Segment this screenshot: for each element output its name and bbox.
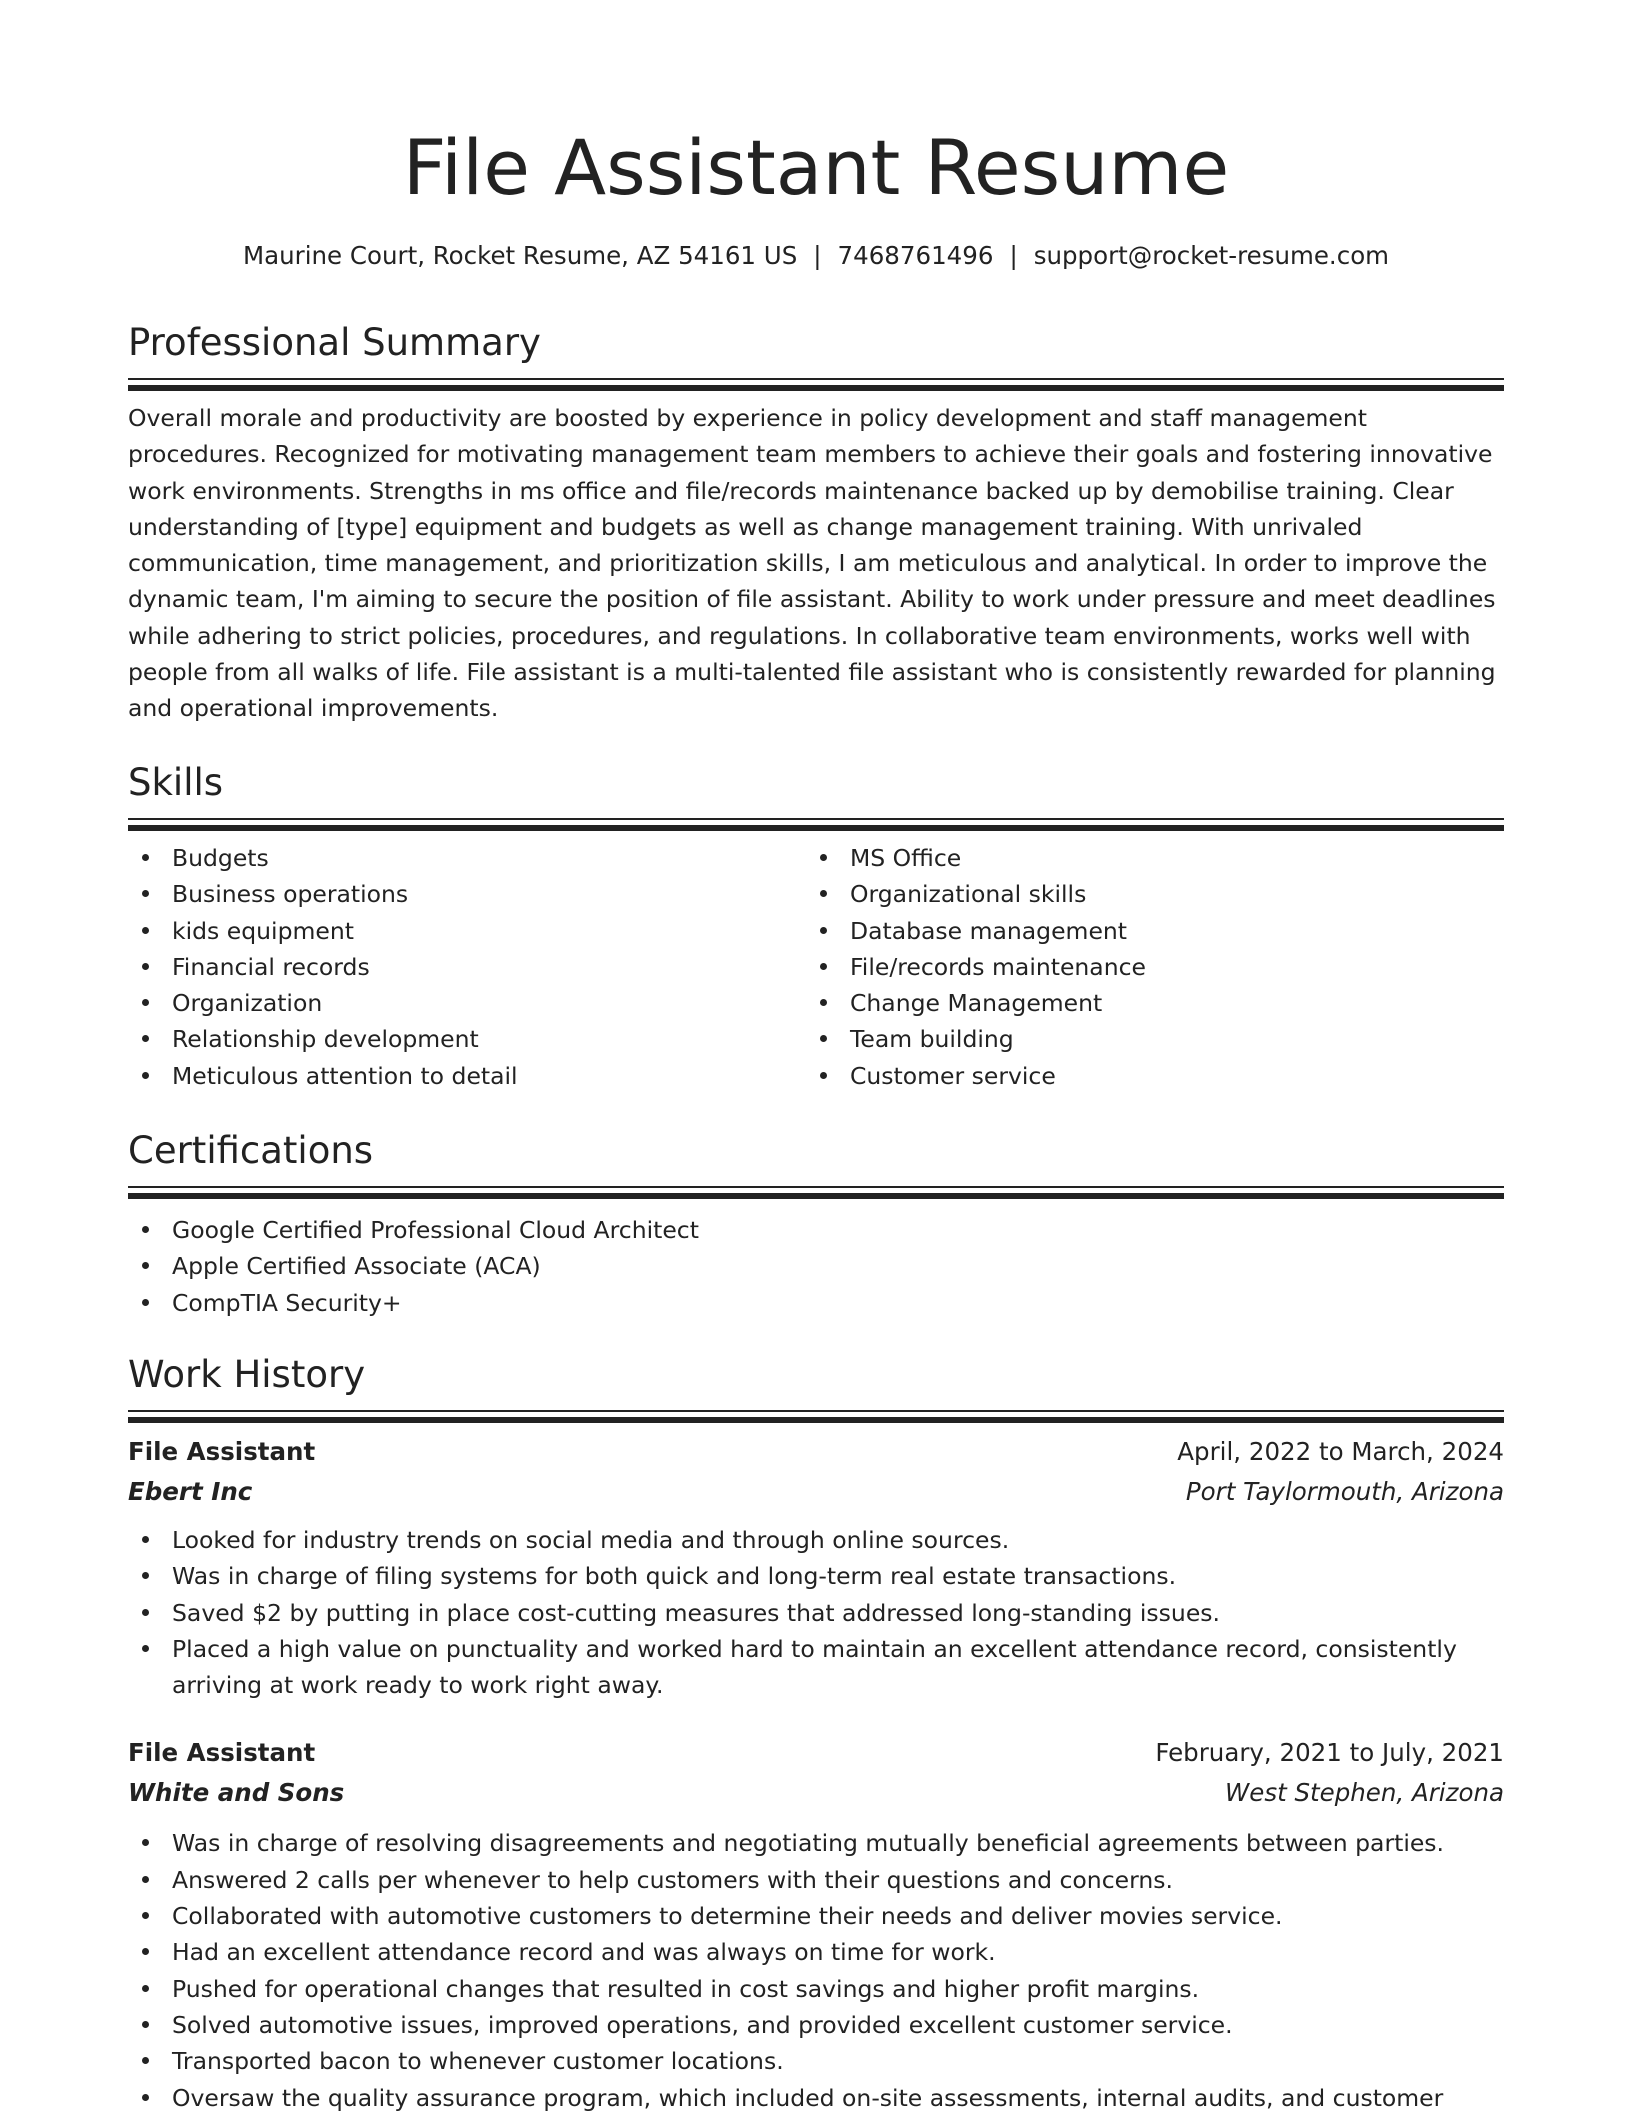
job-company: White and Sons — [128, 1778, 345, 1808]
skill-item: Financial records — [128, 949, 806, 985]
skills-list-left — [128, 840, 806, 1094]
skill-item: Meticulous attention to detail — [128, 1058, 806, 1094]
section-heading-work-history: Work History — [128, 1353, 366, 1396]
resume-title: File Assistant Resume — [402, 123, 1230, 212]
contact-line — [128, 236, 1504, 276]
job-bullet: Was in charge of filing systems for both quick and long-term real estate transactions. — [128, 1558, 1504, 1594]
job-location: West Stephen, Arizona — [1225, 1778, 1504, 1808]
skills-section — [128, 758, 1504, 1094]
skill-item: Team building — [806, 1021, 1484, 1057]
job-bullets — [128, 1522, 1504, 1703]
skill-item: Customer service — [806, 1058, 1484, 1094]
skills-columns — [128, 840, 1504, 1094]
job-bullet: Saved $2 by putting in place cost-cutting measures that addressed long-standing issues. — [128, 1595, 1504, 1631]
section-divider — [128, 378, 1504, 394]
job-bullet: Transported bacon to whenever customer locations. — [128, 2043, 1504, 2079]
certifications-section — [128, 1126, 1504, 1321]
summary-text: Overall morale and productivity are boosted by experience in policy development and staff management procedures. Recognized for motivating management team members to achieve their goals and fostering innovative work environments. Strengths in ms office and file/records maintenance backed up by demobilise training. Clear understanding of [type] equipment and budgets as well as change management training. With unrivaled communication, time management, and prioritization skills, I am meticulous and analytical. In order to improve the dynamic team, I'm aiming to secure the position of file assistant. Ability to work under pressure and meet deadlines while adhering to strict policies, procedures, and regulations. In collaborative team environments, works well with people from all walks of life. File assistant is a multi-talented file assistant who is consistently rewarded for planning and operational improvements. — [128, 404, 1496, 723]
work-history-section — [128, 1350, 1504, 2116]
certification-item: CompTIA Security+ — [128, 1285, 1504, 1321]
job-header-row — [128, 1432, 1504, 1472]
section-divider — [128, 1410, 1504, 1426]
skill-item: kids equipment — [128, 913, 806, 949]
certifications-list — [128, 1212, 1504, 1321]
job-bullet: Placed a high value on punctuality and worked hard to maintain an excellent attendance record, consistently arriving at work ready to work right away. — [128, 1631, 1504, 1704]
job-dates: February, 2021 to July, 2021 — [1155, 1738, 1504, 1768]
skill-item: Business operations — [128, 876, 806, 912]
job-title: File Assistant — [128, 1437, 316, 1466]
skill-item: Change Management — [806, 985, 1484, 1021]
skill-item: Budgets — [128, 840, 806, 876]
job-bullets — [128, 1825, 1504, 2115]
certification-item: Google Certified Professional Cloud Architect — [128, 1212, 1504, 1248]
job-bullet: Answered 2 calls per whenever to help customers with their questions and concerns. — [128, 1862, 1504, 1898]
skill-item: Relationship development — [128, 1021, 806, 1057]
skills-list-right — [806, 840, 1484, 1094]
job-bullet: Looked for industry trends on social media and through online sources. — [128, 1522, 1504, 1558]
section-divider — [128, 818, 1504, 834]
section-divider — [128, 1186, 1504, 1202]
job-title: File Assistant — [128, 1738, 316, 1768]
job-dates: April, 2022 to March, 2024 — [1177, 1437, 1504, 1466]
contact-separator: | — [1009, 241, 1018, 270]
job-header-row — [128, 1733, 1504, 1773]
job-bullet: Collaborated with automotive customers to determine their needs and deliver movies service. — [128, 1898, 1504, 1934]
skill-item: MS Office — [806, 840, 1484, 876]
job-subheader-row — [128, 1472, 1504, 1512]
contact-separator: | — [813, 241, 822, 270]
skill-item: Database management — [806, 913, 1484, 949]
job-subheader-row — [128, 1773, 1504, 1813]
section-heading-summary: Professional Summary — [128, 321, 541, 364]
job-location: Port Taylormouth, Arizona — [1185, 1477, 1504, 1506]
job-bullet: Solved automotive issues, improved operations, and provided excellent customer service. — [128, 2007, 1504, 2043]
contact-address: Maurine Court, Rocket Resume, AZ 54161 US — [242, 241, 798, 270]
job-bullet: Pushed for operational changes that resulted in cost savings and higher profit margins. — [128, 1971, 1504, 2007]
job-bullet: Oversaw the quality assurance program, which included on-site assessments, internal audits, and customer — [128, 2080, 1504, 2116]
skill-item: Organization — [128, 985, 806, 1021]
contact-email: support@rocket-resume.com — [1033, 241, 1390, 270]
skill-item: Organizational skills — [806, 876, 1484, 912]
certification-item: Apple Certified Associate (ACA) — [128, 1248, 1504, 1284]
section-heading-skills: Skills — [128, 761, 224, 804]
job-entry — [128, 1733, 1504, 2115]
job-entry — [128, 1432, 1504, 1703]
summary-section — [128, 318, 1504, 727]
job-bullet: Had an excellent attendance record and was always on time for work. — [128, 1934, 1504, 1970]
skill-item: File/records maintenance — [806, 949, 1484, 985]
section-heading-certifications: Certifications — [128, 1129, 374, 1172]
contact-phone: 7468761496 — [837, 241, 994, 270]
job-bullet: Was in charge of resolving disagreements and negotiating mutually beneficial agreements between parties. — [128, 1825, 1504, 1861]
job-company: Ebert Inc — [128, 1477, 253, 1506]
